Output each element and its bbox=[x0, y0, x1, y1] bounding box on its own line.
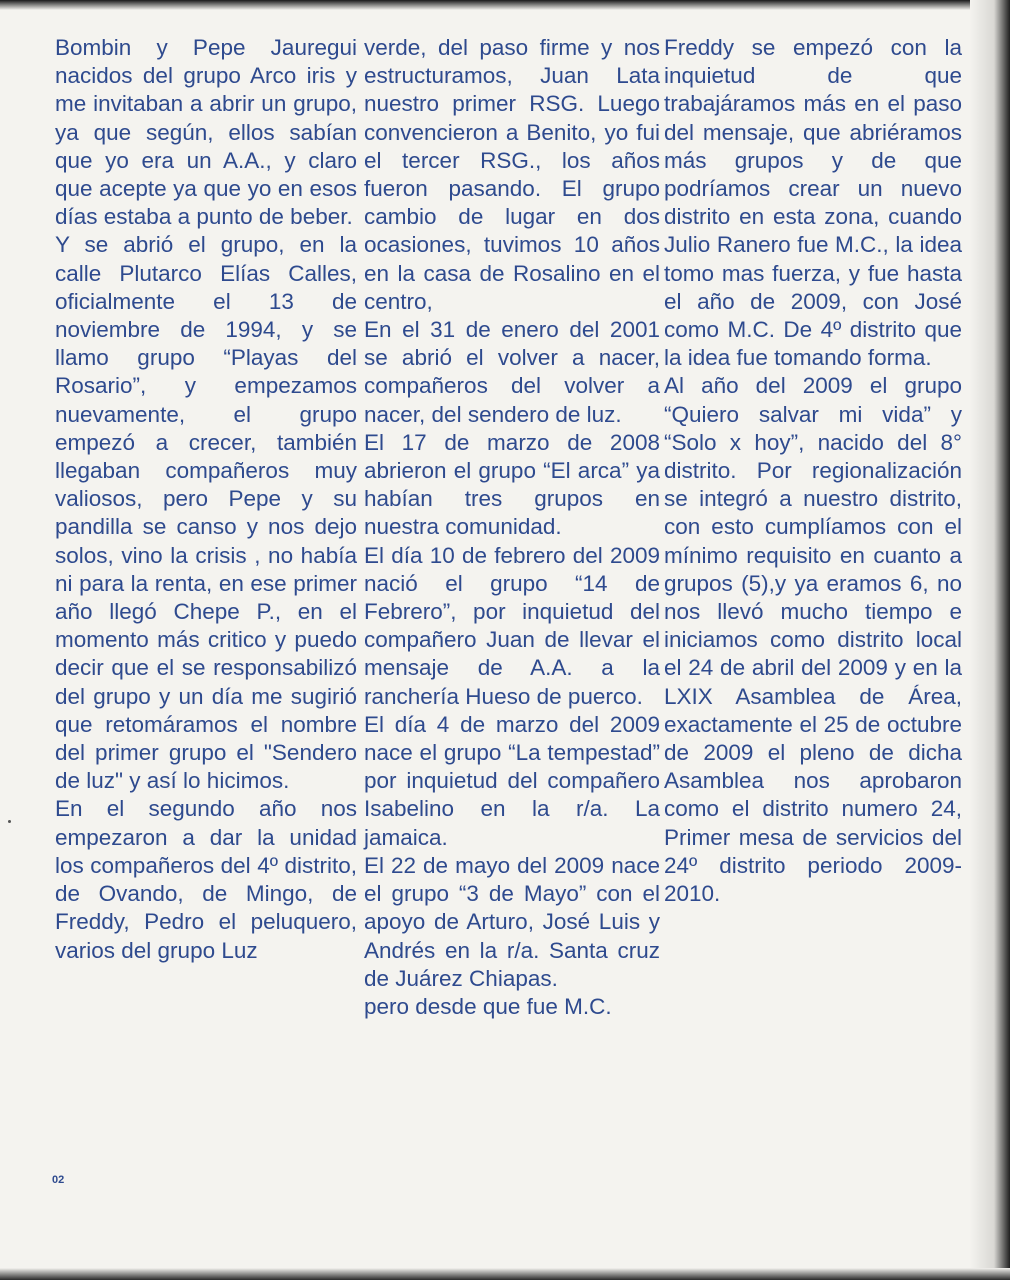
text-column-1 bbox=[55, 34, 357, 965]
paragraph: En el segundo año nos empezaron a dar la unidad los compañeros del 4º distrito, de Ovando, de Mingo, de Freddy, Pedro el peluquero, varios del grupo Luz bbox=[55, 796, 357, 963]
paragraph: pero desde que fue M.C. bbox=[364, 993, 612, 1019]
paragraph: El 17 de marzo de 2008 abrieron el grupo “El arca” ya habían tres grupos en nuestra comunidad. bbox=[364, 429, 660, 540]
stray-mark bbox=[8, 820, 11, 823]
paragraph: En el 31 de enero del 2001 se abrió el volver a nacer, compañeros del volver a nacer, del sendero de luz. bbox=[364, 317, 660, 427]
paragraph: verde, del paso firme y nos estructuramos, Juan Lata nuestro primer RSG. Luego convencieron a Benito, yo fui el tercer RSG., los años fueron pasando. El grupo cambio de lugar en dos ocasiones, tuvimos 10 años en la casa de Rosalino en el centro, bbox=[364, 35, 660, 314]
paragraph: Freddy se empezó con la inquietud de que trabajáramos más en el paso del mensaje, que abriéramos más grupos y de que podríamos crear un nuevo distrito en esta zona, cuando Julio Ranero fue M.C., la idea tomo mas fuerza, y fue hasta el año de 2009, con José como M.C. De 4º distrito que la idea fue tomando forma. bbox=[664, 35, 962, 371]
paragraph: El día 10 de febrero del 2009 nació el grupo “14 de Febrero”, por inquietud del compañero Juan de llevar el mensaje de A.A. a la ranchería Hueso de puerco. bbox=[364, 542, 660, 709]
paragraph: Bombin y Pepe Jauregui nacidos del grupo Arco iris y me invitaban a abrir un grupo, ya que según, ellos sabían que yo era un A.A., y claro que acepte ya que yo en esos días estaba a punto de beber. bbox=[55, 35, 357, 230]
text-column-3 bbox=[664, 34, 962, 908]
paragraph: El 22 de mayo del 2009 nace el grupo “3 de Mayo” con el apoyo de Arturo, José Luis y Andrés en la r/a. Santa cruz de Juárez Chiapas. bbox=[364, 852, 660, 991]
scan-edge-top bbox=[0, 0, 1010, 10]
scan-edge-bottom bbox=[0, 1268, 1010, 1280]
scan-edge-right bbox=[970, 0, 1010, 1280]
page-number: 02 bbox=[52, 1174, 65, 1186]
text-column-2 bbox=[364, 34, 660, 1021]
paragraph: El día 4 de marzo del 2009 nace el grupo “La tempestad” por inquietud del compañero Isabelino en la r/a. La jamaica. bbox=[364, 711, 660, 850]
paragraph: Al año del 2009 el grupo “Quiero salvar mi vida” y “Solo x hoy”, nacido del 8° distrito. Por regionalización se integró a nuestro distrito, con esto cumplíamos con el mínimo requisito en cuanto a grupos (5),y ya eramos 6, no nos llevó mucho tiempo e iniciamos como distrito local el 24 de abril del 2009 y en la LXIX Asamblea de Área, exactamente el 25 de octubre de 2009 el pleno de dicha Asamblea nos aprobaron como el distrito numero 24, Primer mesa de servicios del 24º distrito periodo 2009-2010. bbox=[664, 373, 962, 907]
paragraph: Y se abrió el grupo, en la calle Plutarco Elías Calles, oficialmente el 13 de noviembre de 1994, y se llamo grupo “Playas del Rosario”, y empezamos nuevamente, el grupo empezó a crecer, también llegaban compañeros muy valiosos, pero Pepe y su pandilla se canso y nos dejo solos, vino la crisis , no había ni para la renta, en ese primer año llegó Chepe P., en el momento más critico y puedo decir que el se responsabilizó del grupo y un día me sugirió que retomáramos el nombre del primer grupo el "Sendero de luz" y así lo hicimos. bbox=[55, 232, 357, 794]
